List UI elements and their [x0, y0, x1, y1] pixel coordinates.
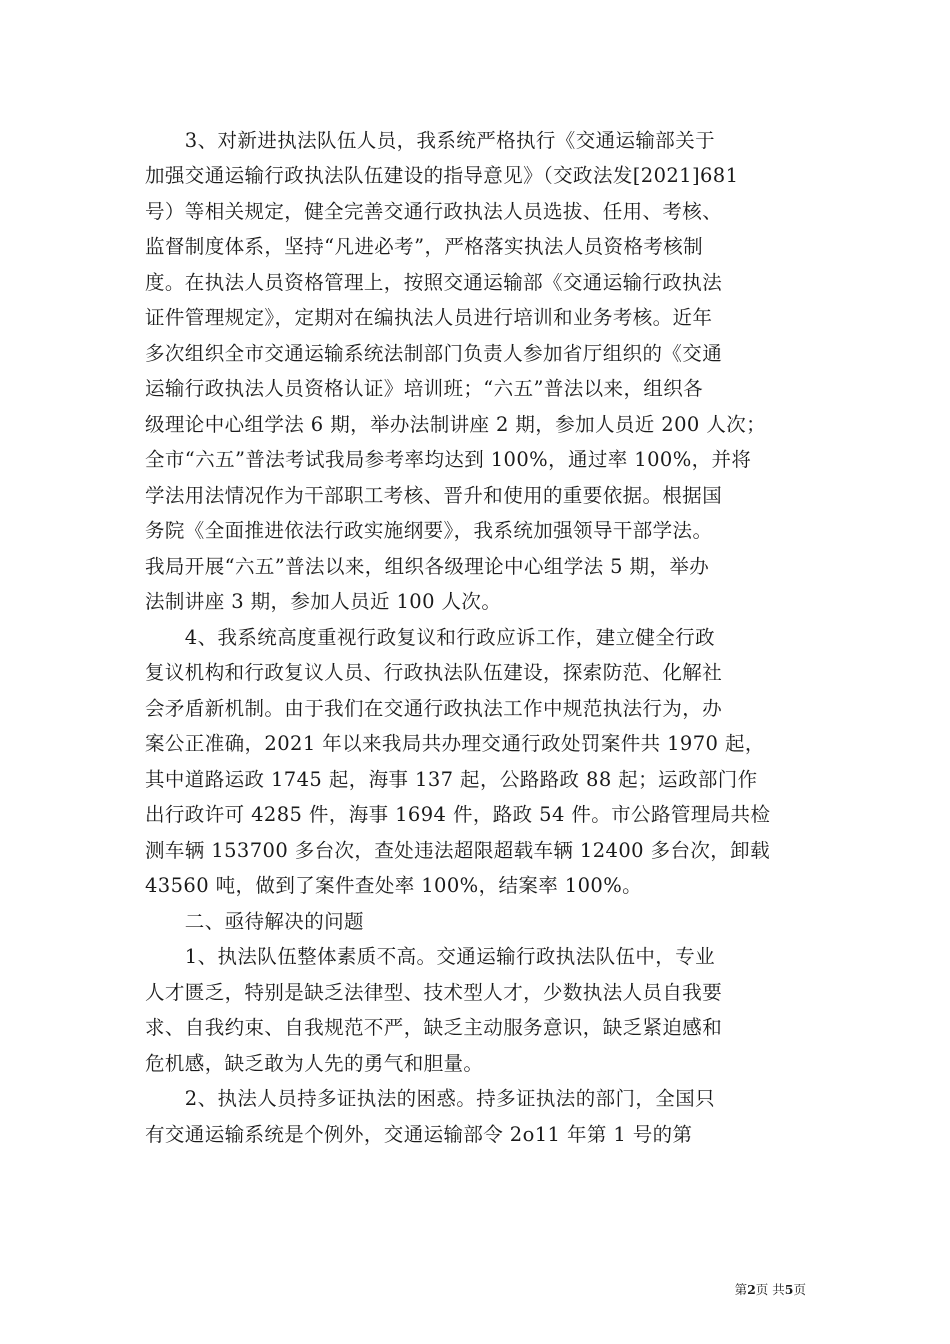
section-heading: 二、亟待解决的问题: [145, 910, 364, 933]
text-line: 法制讲座 3 期，参加人员近 100 人次。: [145, 590, 502, 613]
text-line: 1、执法队伍整体素质不高。交通运输行政执法队伍中，专业: [145, 945, 716, 968]
text-line: 复议机构和行政复议人员、行政执法队伍建设，探索防范、化解社: [145, 661, 723, 684]
text-line: 测车辆 153700 多台次，查处违法超限超载车辆 12400 多台次，卸载: [145, 839, 770, 862]
text-line: 运输行政执法人员资格认证》培训班；“六五”普法以来，组织各: [145, 377, 704, 400]
text-line: 我局开展“六五”普法以来，组织各级理论中心组学法 5 期，举办: [145, 555, 710, 578]
text-line: 其中道路运政 1745 起，海事 137 起，公路路政 88 起；运政部门作: [145, 768, 758, 791]
text-line: 43560 吨，做到了案件查处率 100%，结案率 100%。: [145, 874, 643, 897]
text-line: 级理论中心组学法 6 期，举办法制讲座 2 期，参加人员近 200 人次；: [145, 413, 767, 436]
text-line: 案公正准确，2021 年以来我局共办理交通行政处罚案件共 1970 起，: [145, 732, 765, 755]
text-line: 会矛盾新机制。由于我们在交通行政执法工作中规范执法行为，办: [145, 697, 723, 720]
text-line: 3、对新进执法队伍人员，我系统严格执行《交通运输部关于: [145, 129, 716, 152]
text-line: 求、自我约束、自我规范不严，缺乏主动服务意识，缺乏紧迫感和: [145, 1016, 723, 1039]
text-line: 证件管理规定》，定期对在编执法人员进行培训和业务考核。近年: [145, 306, 713, 329]
current-page: 2: [747, 1282, 756, 1297]
text-line: 务院《全面推进依法行政实施纲要》，我系统加强领导干部学法。: [145, 519, 713, 542]
text-line: 学法用法情况作为干部职工考核、晋升和使用的重要依据。根据国: [145, 484, 723, 507]
text-line: 全市“六五”普法考试我局参考率均达到 100%，通过率 100%，并将: [145, 448, 752, 471]
text-line: 度。在执法人员资格管理上，按照交通运输部《交通运输行政执法: [145, 271, 723, 294]
page-middle: 页 共: [755, 1282, 785, 1297]
text-line: 危机感，缺乏敢为人先的勇气和胆量。: [145, 1052, 484, 1075]
page-number: [735, 1282, 806, 1298]
text-line: 4、我系统高度重视行政复议和行政应诉工作，建立健全行政: [145, 626, 716, 649]
text-line: 2、执法人员持多证执法的困惑。持多证执法的部门，全国只: [145, 1087, 716, 1110]
text-line: 号）等相关规定，健全完善交通行政执法人员选拔、任用、考核、: [145, 200, 723, 223]
text-line: 出行政许可 4285 件，海事 1694 件，路政 54 件。市公路管理局共检: [145, 803, 771, 826]
text-line: 人才匮乏，特别是缺乏法律型、技术型人才，少数执法人员自我要: [145, 981, 723, 1004]
text-line: 多次组织全市交通运输系统法制部门负责人参加省厅组织的《交通: [145, 342, 723, 365]
total-pages: 5: [784, 1282, 794, 1297]
page-suffix: 页: [793, 1282, 806, 1297]
page-prefix: 第: [734, 1282, 748, 1297]
text-line: 加强交通运输行政执法队伍建设的指导意见》（交政法发[2021]681: [145, 164, 739, 187]
text-line: 有交通运输系统是个例外，交通运输部令 2o11 年第 1 号的第: [145, 1123, 693, 1146]
text-line: 监督制度体系，坚持“凡进必考”，严格落实执法人员资格考核制: [145, 235, 704, 258]
